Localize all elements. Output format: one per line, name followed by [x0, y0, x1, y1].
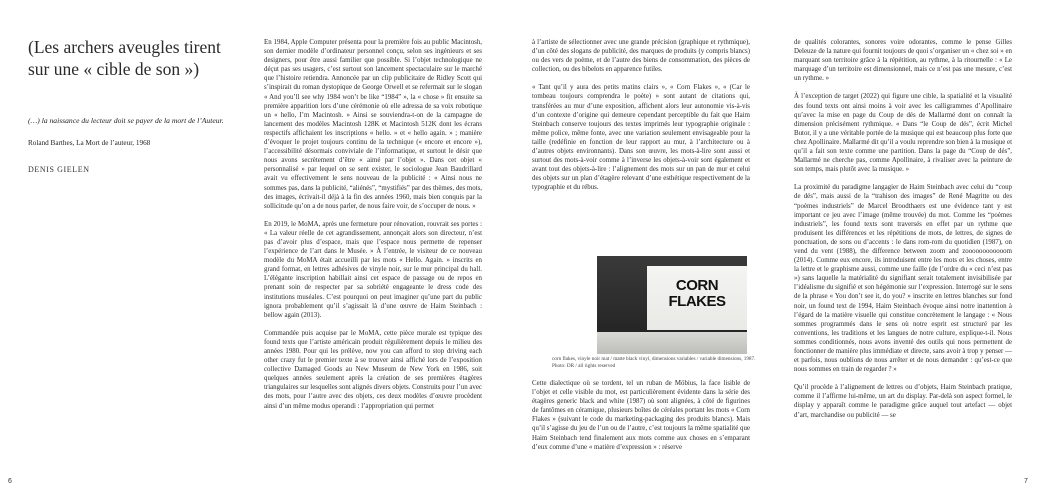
author-name: DENIS GIELEN — [28, 165, 90, 174]
body-column-3 — [794, 38, 1012, 490]
epigraph-quote: (…) la naissance du lecteur doit se payer de la mort de l’Auteur. — [28, 116, 224, 125]
paragraph: La proximité du paradigme langagier de Haim Steinbach avec celui du “coup de dés”, mais aussi de la “trahison des images” de René Magritte ou des “poèmes industriels” de Marcel Broodthaers est une évidence tant y est important ce jeu avec l’image (même trouvée) du mot. Comme les “poèmes industriels”, les found texts sont traversés en effet par un rythme que produisent les différences et les répétitions de mots, de lettres, de signes de ponctuation, de sons ou d’accents : le dans rom-rom du quotidien (1987), on vend du vent (1988), the difference between zoom and zoooooooooooom (2014). Comme eux encore, ils introduisent entre les mots et les choses, entre la lettre et le graphisme aussi, comme une faille (de l’ordre du « ceci n’est pas ») sans laquelle la matérialité du signifiant serait totalement invisibilisée par l’idéalisme du signifié et son hégémonie sur l’expression. Interrogé sur le sens de la phrase « You don’t see it, do you? » inscrite en lettres blanches sur fond noir, un found text de 1994, Haim Steinbach évoque ainsi notre inattention à l’égard de la matière visuelle qui constitue concrètement le langage : « Nous sommes programmés dans le sens où notre esprit est structuré par les conventions, les traditions et les langues de notre culture, explique-t-il. Nous sommes conditionnés, nous avons inventé des outils qui nous permettent de fonctionner de manière plus immédiate et directe, sans avoir à trop y penser — et parfois, nous oublions de nous arrêter et de nous demander : qu’est-ce que nous sommes en train de regarder ? » — [794, 184, 1012, 374]
paragraph: En 1984, Apple Computer présenta pour la première fois au public Macintosh, son dernier modèle d’ordinateur personnel conçu, selon ses ingénieurs et ses designers, pour être aussi familier que possible. Si l’objet technologique ne déçut pas ses usagers, c’est surtout son lancement spectaculaire sur le marché que l’histoire retiendra. Annoncée par un clip publicitaire de Ridley Scott qui s’inspirait du roman dystopique de George Orwell et se refermait sur le slogan « And you’ll see why 1984 won’t be like “1984” », la « chose » fit ensuite sa première apparition lors d’une cérémonie où elle adressa de sa voix robotique un « hello, I’m Macintosh. » Ainsi se souviendra-t-on de la campagne de lancement des modèles Macintosh 128K et Macintosh 512K dont les écrans respectifs affichaient les inscriptions « hello. » et « hello again. » ; manière d’évoquer le projet toujours continu de la technique (« encore et encore »), l’accessibilité désormais conviviale de l’informatique, et surtout le désir que nous avons secrètement d’être « aimé par l’objet ». Dans cet objet « personnalisé » par lequel on se sent exister, le sociologue Jean Baudrillard avait vu effectivement le sens nouveau de la publicité : « Ainsi nous ne sommes pas, dans la publicité, “aliénés”, “mystifiés” par des thèmes, des mots, des images, écrivait-il déjà à la fin des années 1960, mais bien conquis par la sollicitude qu’on a de nous parler, de nous faire voir, de s’occuper de nous. » — [264, 39, 482, 210]
paragraph: à l’artiste de sélectionner avec une grande précision (graphique et rythmique), d’un côté des slogans de publicité, des marques de produits (y compris blancs) ou des vers de poème, et de l’autre des biens de consommation, des pièces de collection, ou des bibelots en apparence futiles. — [532, 39, 750, 74]
body-column-1 — [264, 38, 482, 490]
body-column-2 — [532, 38, 750, 238]
article-title: (Les archers aveugles tirent sur une « cible de son ») — [28, 37, 221, 79]
photo-floor — [597, 332, 747, 354]
paragraph: « Tant qu’il y aura des petits matins clairs », « Corn Flakes », « (Car le tombeau toujours comprendra le poète) » sont autant de citations qui, transférées au mur d’une exposition, affichent alors leur autonomie vis-à-vis d’un contexte d’origine qui demeure cependant perceptible du fait que Haim Steinbach conserve toujours des textes imprimés leur typographie originale : même police, même fonte, avec une variation seulement envisageable pour la taille (redéfinie en fonction de leur rapport au mur, à l’architecture ou à d’autres objets environnants). Dans son œuvre, les mots-à-lire sont aussi et surtout des mots-à-voir comme à l’inverse les objets-à-voir sont également et avant tout des objets-à-lire : l’alignement des mots sur un pan de mur et celui des objets sur un plan d’étagère relevant d’une esthétique respectivement de la typographie et du rébus. — [532, 84, 750, 192]
paragraph: Qu’il procède à l’alignement de lettres ou d’objets, Haim Steinbach pratique, comme il l’affirme lui-même, un art du display. Par-delà son aspect formel, le display y apparaît comme le paradigme grâce auquel tout artefact — objet d’art, marchandise ou publicité — se — [794, 384, 1012, 419]
paragraph: Cette dialectique où se tordent, tel un ruban de Möbius, la face lisible de l’objet et celle visible du mot, est particulièrement évidente dans la série des étagères generic black and white (1987) où sont alignées, à côté de figurines de fantômes en céramique, plusieurs boîtes de céréales portant les mots « Corn Flakes » (suivant le code du marketing-packaging des produits blancs). Mais qu’il s’agisse du jeu de l’un ou de l’autre, c’est toujours la même spatialité que Haim Steinbach tend finalement aux mots comme aux choses en s’emparant d’eux comme d’une « matière d’expression » : réserve — [532, 380, 750, 451]
photo-caption: corn flakes, vinyle noir mat / matte black vinyl, dimensions variables / variable dimensions, 1987. Photo: DR / all rights reserved — [552, 356, 756, 369]
photo-sign-text: CORN FLAKES — [668, 277, 726, 310]
page-number-right: 7 — [1024, 478, 1028, 485]
body-column-2-continued — [532, 379, 750, 491]
paragraph: de qualités colorantes, sonores voire odorantes, comme le pense Gilles Deleuze de la nature qui fournit toujours de quoi s’organiser un « chez soi » en marquant son territoire grâce à la répétition, au rythme, à la ritournelle : « Le marquage d’un territoire est dimensionnel, mais ce n’est pas une mesure, c’est un rythme. » — [794, 39, 1012, 83]
artwork-photo — [597, 256, 747, 354]
page-number-left: 6 — [8, 478, 12, 485]
paragraph: En 2019, le MoMA, après une fermeture pour rénovation, rouvrait ses portes : « La valeur réelle de cet agrandissement, annonçait alors son directeur, n’est pas d’avoir plus d’espace, mais que l’espace nous permette de repenser l’expérience de l’art dans le Musée. » À l’entrée, le visiteur de ce nouveau modèle du MoMA était accueilli par les mots « Hello. Again. » inscrits en grand format, en lettres adhésives de vinyle noir, sur le mur principal du hall. L’élégante inscription habillait ainsi cet espace de passage ou de repos en prenant soin de respecter par sa sobriété engageante le dress code des institutions muséales. C’est pourquoi on peut imaginer qu’une part du public ignora probablement qu’il s’agissait là d’une œuvre de Haim Steinbach : bellow again (2013). — [264, 220, 482, 319]
paragraph: À l’exception de target (2022) qui figure une cible, la spatialité et la visualité des found texts ont ainsi moins à voir avec les calligrammes d’Apollinaire qu’avec la mise en page du Coup de dés de Mallarmé dont on connaît la dimension précisément rythmique. « Dans “le Coup de dés”, écrit Michel Butor, il y a une véritable portée de la musique qui est beaucoup plus forte que chez Apollinaire. Mallarmé dit qu’il a voulu reprendre son bien à la musique et qu’il a fait son texte comme une partition. Dans la page du “Coup de dés”, Mallarmé ne cherche pas, comme Apollinaire, à rivaliser avec la peinture de son temps, mais plutôt avec la musique. » — [794, 93, 1012, 174]
epigraph-attribution: Roland Barthes, La Mort de l’auteur, 1968 — [28, 139, 151, 147]
paragraph: Commandée puis acquise par le MoMA, cette pièce murale est typique des found texts que l’artiste américain produit régulièrement depuis le milieu des années 1980. Pour qui les prélève, now you can afford to stop driving each other crazy fut le premier texte à se trouver ainsi affiché lors de l’exposition collective Damaged Goods au New Museum de New York en 1986, soit quelques années seulement après la création de ses premières étagères triangulaires sur lesquelles sont alignés divers objets. Construits pour l’un avec des mots, pour l’autre avec des objets, ces deux modèles d’œuvre procèdent ainsi d’un même modus operandi : l’appropriation qui permet — [264, 329, 482, 410]
